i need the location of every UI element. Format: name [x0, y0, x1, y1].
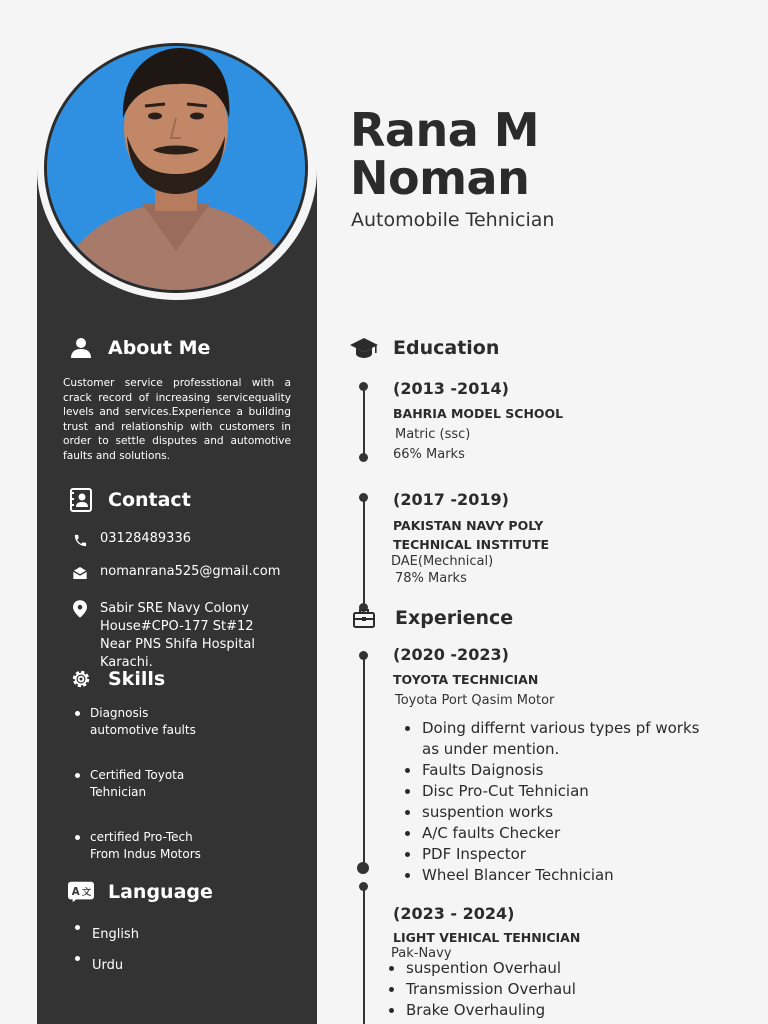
duty-item: suspention Overhaul: [388, 958, 576, 979]
duty-item: [404, 718, 699, 760]
svg-text:文: 文: [81, 886, 92, 898]
address-line: Sabir SRE Navy Colony: [100, 601, 249, 616]
skill-line: Tehnician: [90, 784, 147, 799]
candidate-name: [350, 103, 540, 205]
skill-line: automotive faults: [90, 722, 196, 737]
about-heading-label: About Me: [108, 337, 211, 359]
about-text: Customer service professtional with a crack record of increasing servicequality levels and services.Experience a building trust and relationship with customers in order to settle disputes and automotive faults and solutions.: [63, 377, 291, 462]
experience-period: (2023 - 2024): [393, 904, 515, 923]
contact-phone[interactable]: [72, 531, 191, 549]
translate-icon: [68, 879, 94, 905]
duty-item: Disc Pro-Cut Tehnician: [404, 781, 699, 802]
education-marks: 66% Marks: [393, 447, 465, 462]
education-marks: 78% Marks: [395, 571, 467, 586]
duty-item: suspention works: [404, 802, 699, 823]
about-heading: [68, 335, 210, 361]
graduation-cap-icon: [349, 335, 379, 361]
contact-heading: [68, 487, 191, 513]
profile-photo: [44, 43, 308, 293]
timeline-line: [363, 887, 365, 1024]
language-item: English: [92, 927, 139, 942]
timeline-line: [363, 655, 365, 865]
briefcase-icon: [351, 605, 377, 631]
experience-heading-label: Experience: [395, 607, 514, 629]
timeline-dot: [359, 493, 368, 502]
gear-icon: [68, 666, 94, 692]
contact-heading-label: Contact: [108, 489, 191, 511]
language-item: Urdu: [92, 958, 124, 973]
location-pin-icon: [72, 600, 88, 618]
skill-item: [74, 767, 184, 800]
timeline-dot: [359, 453, 368, 462]
education-school: [393, 516, 549, 554]
education-heading-label: Education: [393, 337, 500, 359]
address-block: [100, 600, 255, 672]
email-address: nomanrana525@gmail.com: [100, 564, 281, 579]
timeline-dot: [359, 882, 368, 891]
duty-item: Wheel Blancer Technician: [404, 865, 699, 886]
experience-company: Toyota Port Qasim Motor: [395, 693, 555, 708]
education-degree: DAE(Mechnical): [391, 554, 494, 569]
duty-item: Transmission Overhaul: [388, 979, 576, 1000]
skill-line: Diagnosis: [90, 706, 149, 720]
duty-item: PDF Inspector: [404, 844, 699, 865]
address-line: House#CPO-177 St#12: [100, 619, 254, 634]
school-line: TECHNICAL INSTITUTE: [393, 537, 550, 552]
experience-company: Pak-Navy: [391, 946, 452, 961]
job-role: Automobile Tehnician: [351, 209, 555, 231]
school-line: BAHRIA MODEL SCHOOL: [393, 406, 564, 421]
skills-heading: [68, 666, 165, 692]
skill-line: From Indus Motors: [90, 846, 201, 861]
name-line-1: Rana M: [350, 103, 540, 157]
timeline-line: [363, 386, 365, 458]
duty-item: Brake Overhauling: [388, 1000, 576, 1021]
name-line-2: Noman: [350, 151, 530, 205]
education-degree: Matric (ssc): [395, 427, 471, 442]
address-line: Near PNS Shifa Hospital: [100, 637, 255, 652]
education-school: [393, 404, 563, 423]
phone-number: 03128489336: [100, 531, 191, 546]
experience-title: LIGHT VEHICAL TEHNICIAN: [393, 930, 581, 945]
timeline-dot: [357, 862, 369, 874]
duty-item: A/C faults Checker: [404, 823, 699, 844]
duty-line: as under mention.: [422, 740, 560, 758]
education-period: (2017 -2019): [393, 490, 509, 509]
school-line: PAKISTAN NAVY POLY: [393, 518, 544, 533]
skill-line: certified Pro-Tech: [90, 830, 193, 844]
address-line: Karachi.: [100, 655, 153, 670]
experience-heading: [351, 605, 513, 631]
skill-item: [74, 705, 196, 738]
duty-line: Doing differnt various types pf works: [422, 719, 700, 737]
contact-address: [72, 600, 255, 672]
education-period: (2013 -2014): [393, 379, 509, 398]
timeline-dot: [359, 651, 368, 660]
language-list: [74, 919, 139, 981]
contact-card-icon: [68, 487, 94, 513]
experience-title: TOYOTA TECHNICIAN: [393, 672, 539, 687]
svg-text:A: A: [71, 886, 80, 898]
timeline-dot: [359, 382, 368, 391]
experience-period: (2020 -2023): [393, 645, 509, 664]
phone-icon: [72, 531, 88, 549]
duty-item: Faults Daignosis: [404, 760, 699, 781]
education-heading: [349, 335, 499, 361]
skills-heading-label: Skills: [108, 668, 166, 690]
envelope-icon: [72, 564, 88, 582]
skill-line: Certified Toyota: [90, 768, 185, 782]
skill-item: [74, 829, 201, 862]
contact-email[interactable]: [72, 564, 280, 582]
timeline-line: [363, 497, 365, 607]
language-heading: [68, 879, 213, 905]
person-icon: [68, 335, 94, 361]
experience-duties: [388, 958, 576, 1021]
language-heading-label: Language: [108, 881, 213, 903]
experience-duties: [404, 718, 699, 886]
